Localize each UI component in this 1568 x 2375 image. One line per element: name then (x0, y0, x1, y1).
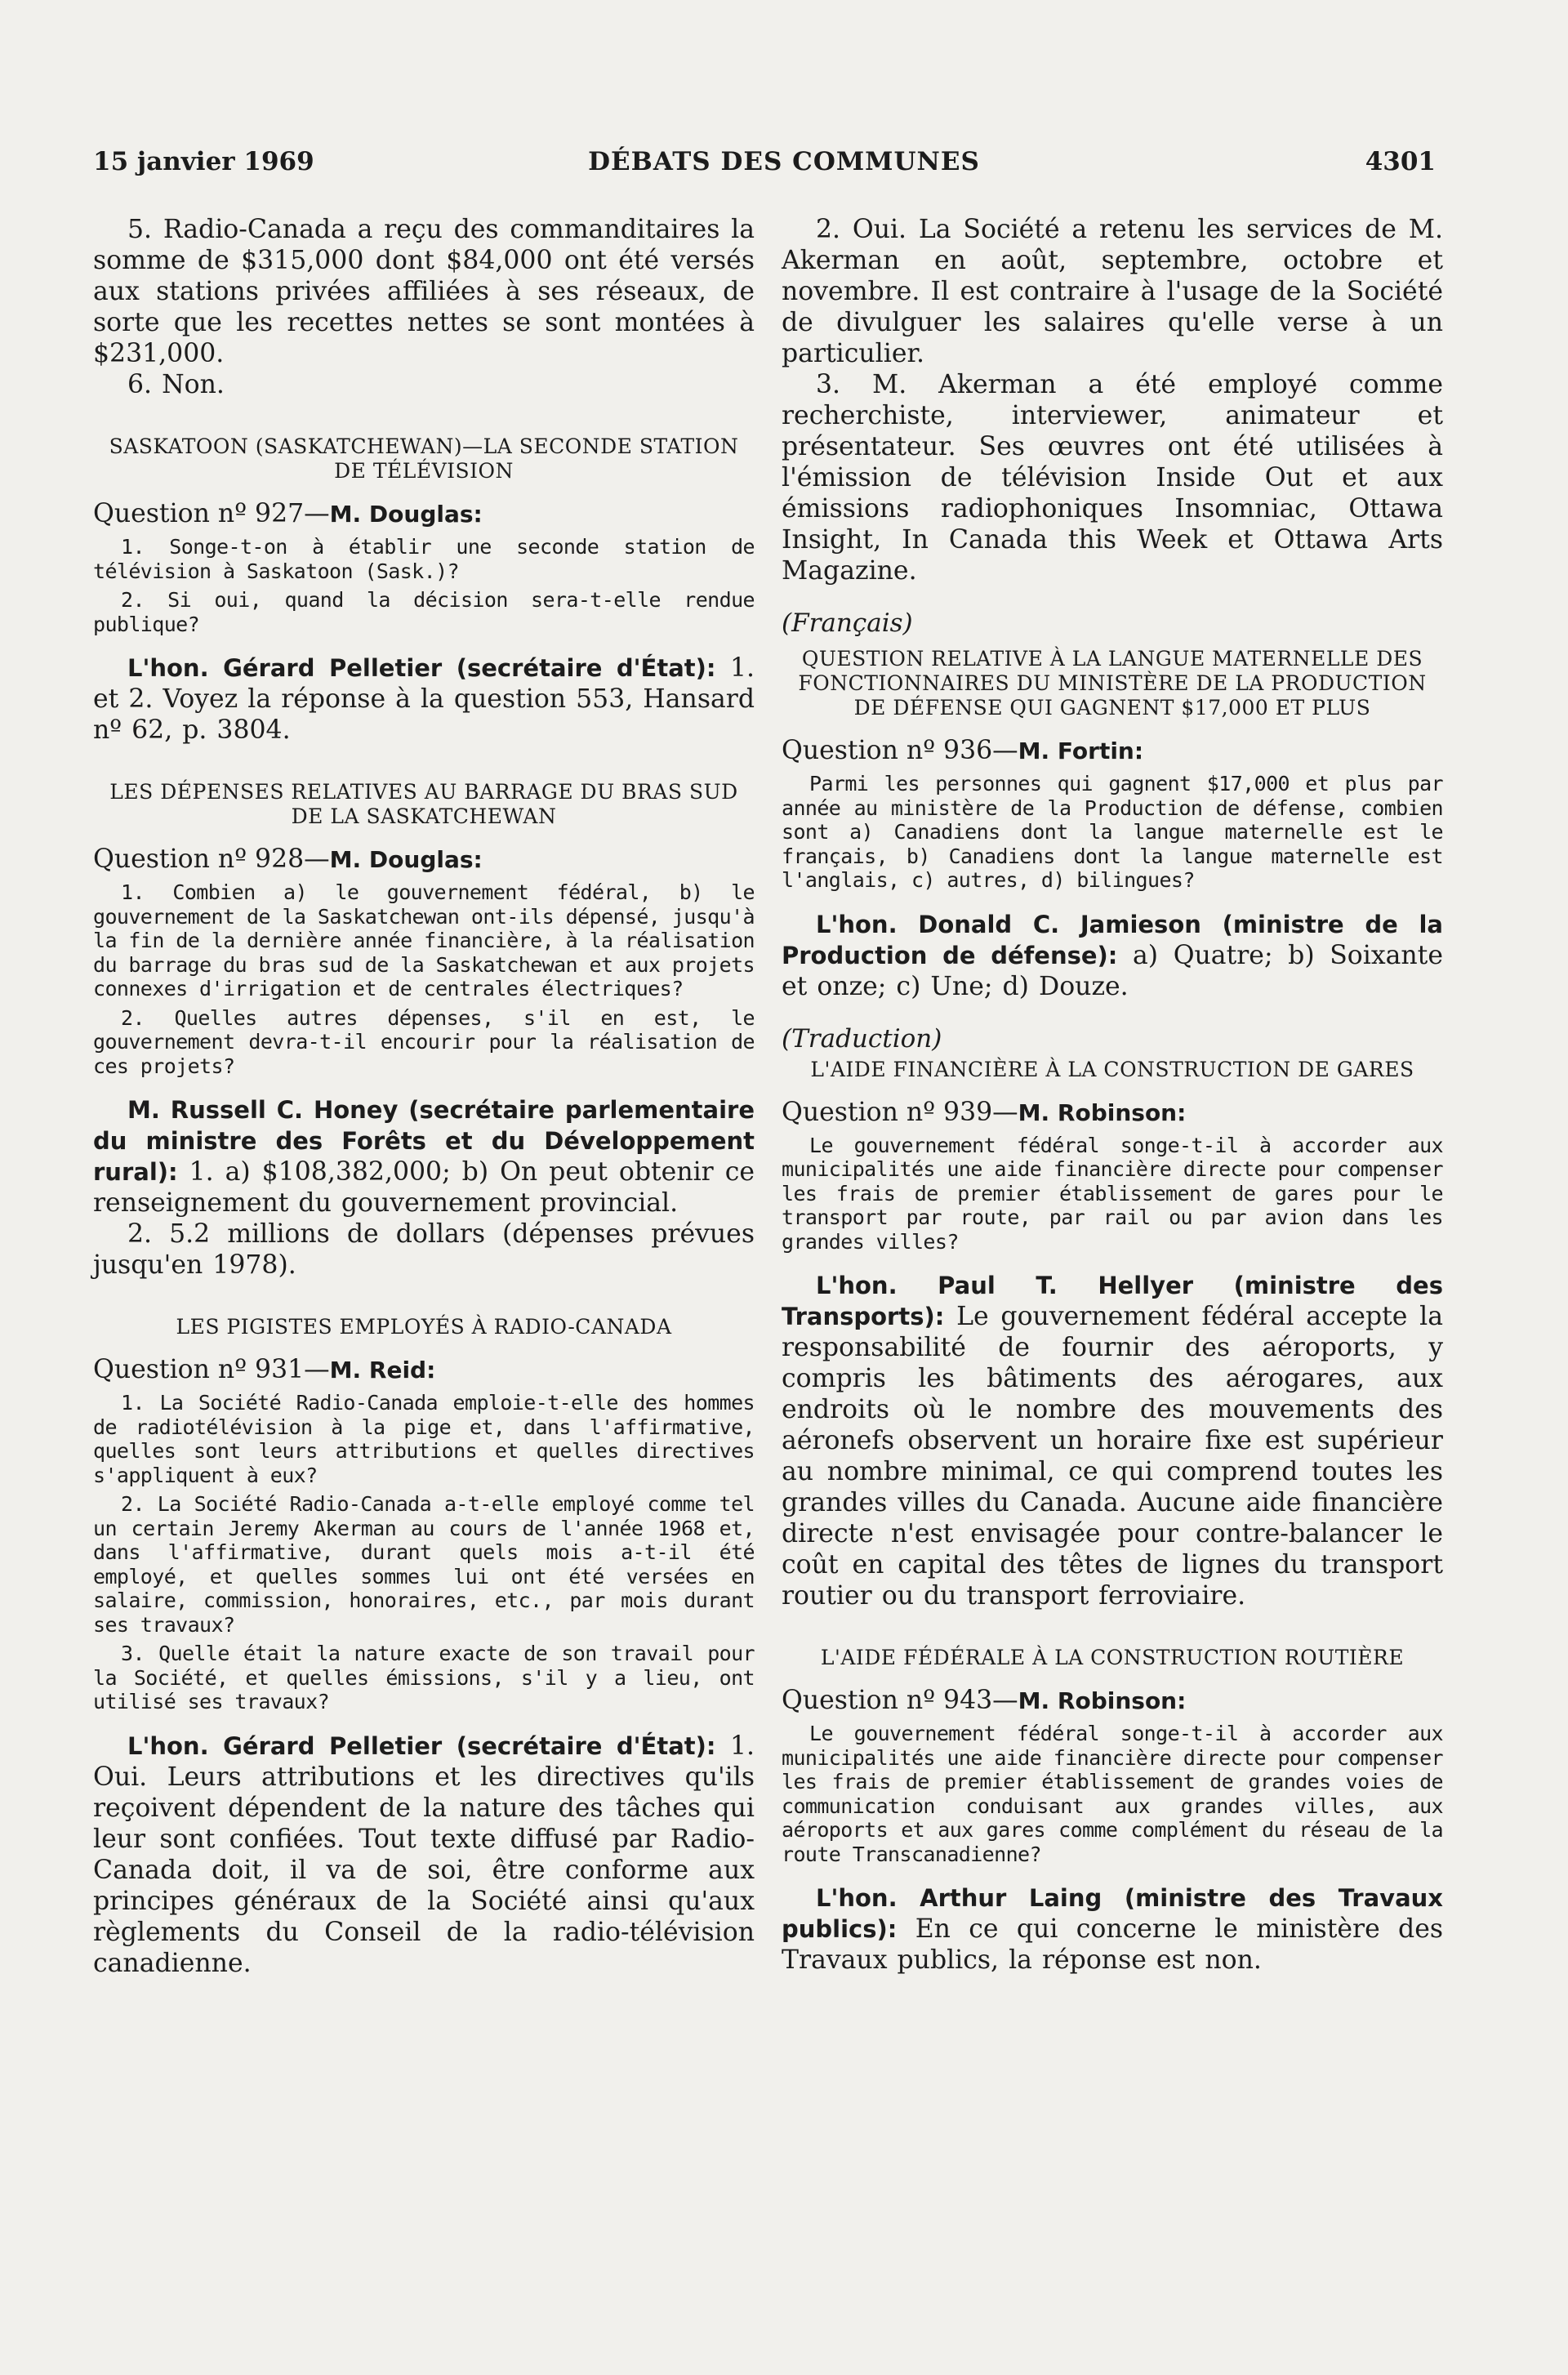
minister-name: L'hon. Gérard Pelletier (secrétaire d'État): (127, 1731, 716, 1760)
question-line: Question nº 928—M. Douglas: (93, 844, 483, 874)
header-page-number: 4301 (1365, 147, 1436, 176)
question-line: Question nº 936—M. Fortin: (782, 736, 1144, 765)
member-name: M. Robinson: (1018, 1687, 1187, 1714)
language-note: (Traduction) (782, 1023, 942, 1054)
question-text: 2. La Société Radio-Canada a-t-elle employé comme tel un certain Jeremy Akerman au cours de l'année 1968 et, dans l'affirmative, durant quels mois a-t-il été employé, et quelles sommes lui ont été versées en salaire, commission, honoraires, etc., par mois durant ses travaux? (93, 1492, 755, 1637)
section-heading: QUESTION RELATIVE À LA LANGUE MATERNELLE DES FONCTIONNAIRES DU MINISTÈRE DE LA PRODUCTION DE DÉFENSE QUI GAGNENT $17,000 ET PLUS (798, 647, 1427, 720)
language-note: (Français) (782, 608, 913, 638)
answer-paragraph: 5. Radio-Canada a reçu des commanditaires la somme de $315,000 dont $84,000 ont été versés aux stations privées affiliées à ses réseaux, de sorte que les recettes nettes se sont montées à $231,000. (93, 215, 755, 368)
answer-paragraph: L'hon. Arthur Laing (ministre des Travaux publics): En ce qui concerne le ministère des Travaux publics, la réponse est non. (782, 1884, 1443, 1975)
member-name: M. Douglas: (329, 846, 483, 873)
question-line: Question nº 931—M. Reid: (93, 1355, 436, 1384)
question-text: 2. Si oui, quand la décision sera-t-elle rendue publique? (93, 588, 755, 636)
section-heading: L'AIDE FÉDÉRALE À LA CONSTRUCTION ROUTIÈRE (820, 1646, 1405, 1669)
section-heading: LES DÉPENSES RELATIVES AU BARRAGE DU BRAS SUD DE LA SASKATCHEWAN (109, 780, 738, 828)
question-text: 1. Songe-t-on à établir une seconde station de télévision à Saskatoon (Sask.)? (93, 535, 755, 583)
minister-name: L'hon. Arthur Laing (ministre des Travaux publics): (782, 1884, 1443, 1943)
answer-paragraph: 3. M. Akerman a été employé comme recherchiste, interviewer, animateur et présentateur. Ses œuvres ont été utilisées à l'émission de télévision Inside Out et aux émissions radiophoniques Insomniac, Ottawa Insight, In Canada this Week et Ottawa Arts Magazine. (782, 370, 1443, 586)
question-text: 1. Combien a) le gouvernement fédéral, b) le gouvernement de la Saskatchewan ont-ils dépensé, jusqu'à la fin de la dernière année financière, à la réalisation du barrage du bras sud de la Saskatchewan et aux projets connexes d'irrigation et de centrales électriques? (93, 880, 755, 1000)
member-name: M. Reid: (329, 1357, 436, 1384)
answer-paragraph: 2. 5.2 millions de dollars (dépenses prévues jusqu'en 1978). (93, 1219, 755, 1280)
answer-paragraph: 2. Oui. La Société a retenu les services de M. Akerman en août, septembre, octobre et novembre. Il est contraire à l'usage de la Société de divulguer les salaires qu'elle verse à un particulier. (782, 215, 1443, 368)
question-text: 3. Quelle était la nature exacte de son travail pour la Société, et quelles émissions, s'il y a lieu, ont utilisé ses travaux? (93, 1642, 755, 1713)
question-text: Parmi les personnes qui gagnent $17,000 et plus par année au ministère de la Production de défense, combien sont a) Canadiens dont la langue maternelle est le français, b) Canadiens dont la langue maternelle est l'anglais, c) autres, d) bilingues? (782, 772, 1443, 892)
answer-paragraph: L'hon. Donald C. Jamieson (ministre de la Production de défense): a) Quatre; b) Soixante et onze; c) Une; d) Douze. (782, 910, 1443, 1001)
minister-name: L'hon. Donald C. Jamieson (ministre de la Production de défense): (782, 910, 1443, 969)
right-column (782, 214, 1443, 1976)
minister-name: L'hon. Gérard Pelletier (secrétaire d'État): (127, 654, 716, 682)
header-date: 15 janvier 1969 (93, 147, 314, 176)
section-heading: L'AIDE FINANCIÈRE À LA CONSTRUCTION DE GARES (810, 1057, 1414, 1081)
member-name: M. Douglas: (329, 501, 483, 528)
left-column (93, 214, 755, 1979)
answer-paragraph: L'hon. Gérard Pelletier (secrétaire d'État): 1. Oui. Leurs attributions et les directives qu'ils reçoivent dépendent de la nature des tâches qui leur sont confiées. Tout texte diffusé par Radio-Canada doit, il va de soi, être conforme aux principes généraux de la Société ainsi qu'aux règlements du Conseil de la radio-télévision canadienne. (93, 1731, 755, 1978)
question-line: Question nº 927—M. Douglas: (93, 499, 483, 528)
section-heading: SASKATOON (SASKATCHEWAN)—LA SECONDE STATION DE TÉLÉVISION (109, 434, 739, 483)
minister-name: L'hon. Paul T. Hellyer (ministre des Transports): (782, 1272, 1443, 1330)
member-name: M. Robinson: (1018, 1098, 1187, 1126)
minister-name: M. Russell C. Honey (secrétaire parlementaire du ministre des Forêts et du Développement rural): (93, 1096, 755, 1186)
answer-paragraph: L'hon. Paul T. Hellyer (ministre des Transports): Le gouvernement fédéral accepte la responsabilité de fournir des aéroports, y compris les bâtiments des aérogares, aux endroits où le nombre des mouvements des aéronefs observent un horaire fixe est supérieur au nombre minimal, ce qui comprend toutes les grandes villes du Canada. Aucune aide financière directe n'est envisagée pour contre-balancer le coût en capital des têtes de lignes du transport routier ou du transport ferroviaire. (782, 1272, 1444, 1611)
question-text: Le gouvernement fédéral songe-t-il à accorder aux municipalités une aide financière directe pour compenser les frais de premier établissement de gares pour le transport par route, par rail ou par avion dans les grandes villes? (782, 1133, 1443, 1254)
section-heading: LES PIGISTES EMPLOYÉS À RADIO-CANADA (176, 1315, 672, 1339)
answer-paragraph: 6. Non. (127, 370, 225, 399)
answer-paragraph: L'hon. Gérard Pelletier (secrétaire d'État): 1. et 2. Voyez la réponse à la question 553, Hansard nº 62, p. 3804. (93, 653, 755, 745)
question-text: Le gouvernement fédéral songe-t-il à accorder aux municipalités une aide financière directe pour compenser les frais de premier établissement de grandes voies de communication conduisant aux grandes villes, aux aéroports et aux gares comme complément du réseau de la route Transcanadienne? (782, 1722, 1443, 1866)
header-title: DÉBATS DES COMMUNES (588, 147, 980, 176)
question-text: 1. La Société Radio-Canada emploie-t-elle des hommes de radiotélévision à la pige et, dans l'affirmative, quelles sont leurs attributions et quelles directives s'appliquent à eux? (93, 1391, 755, 1487)
answer-paragraph: M. Russell C. Honey (secrétaire parlementaire du ministre des Forêts et du Développement rural): 1. a) $108,382,000; b) On peut obtenir ce renseignement du gouvernement provincial. (93, 1096, 755, 1218)
question-text: 2. Quelles autres dépenses, s'il en est, le gouvernement devra-t-il encourir pour la réalisation de ces projets? (93, 1005, 755, 1078)
member-name: M. Fortin: (1018, 737, 1144, 764)
question-line: Question nº 939—M. Robinson: (782, 1097, 1187, 1127)
question-line: Question nº 943—M. Robinson: (782, 1686, 1187, 1715)
